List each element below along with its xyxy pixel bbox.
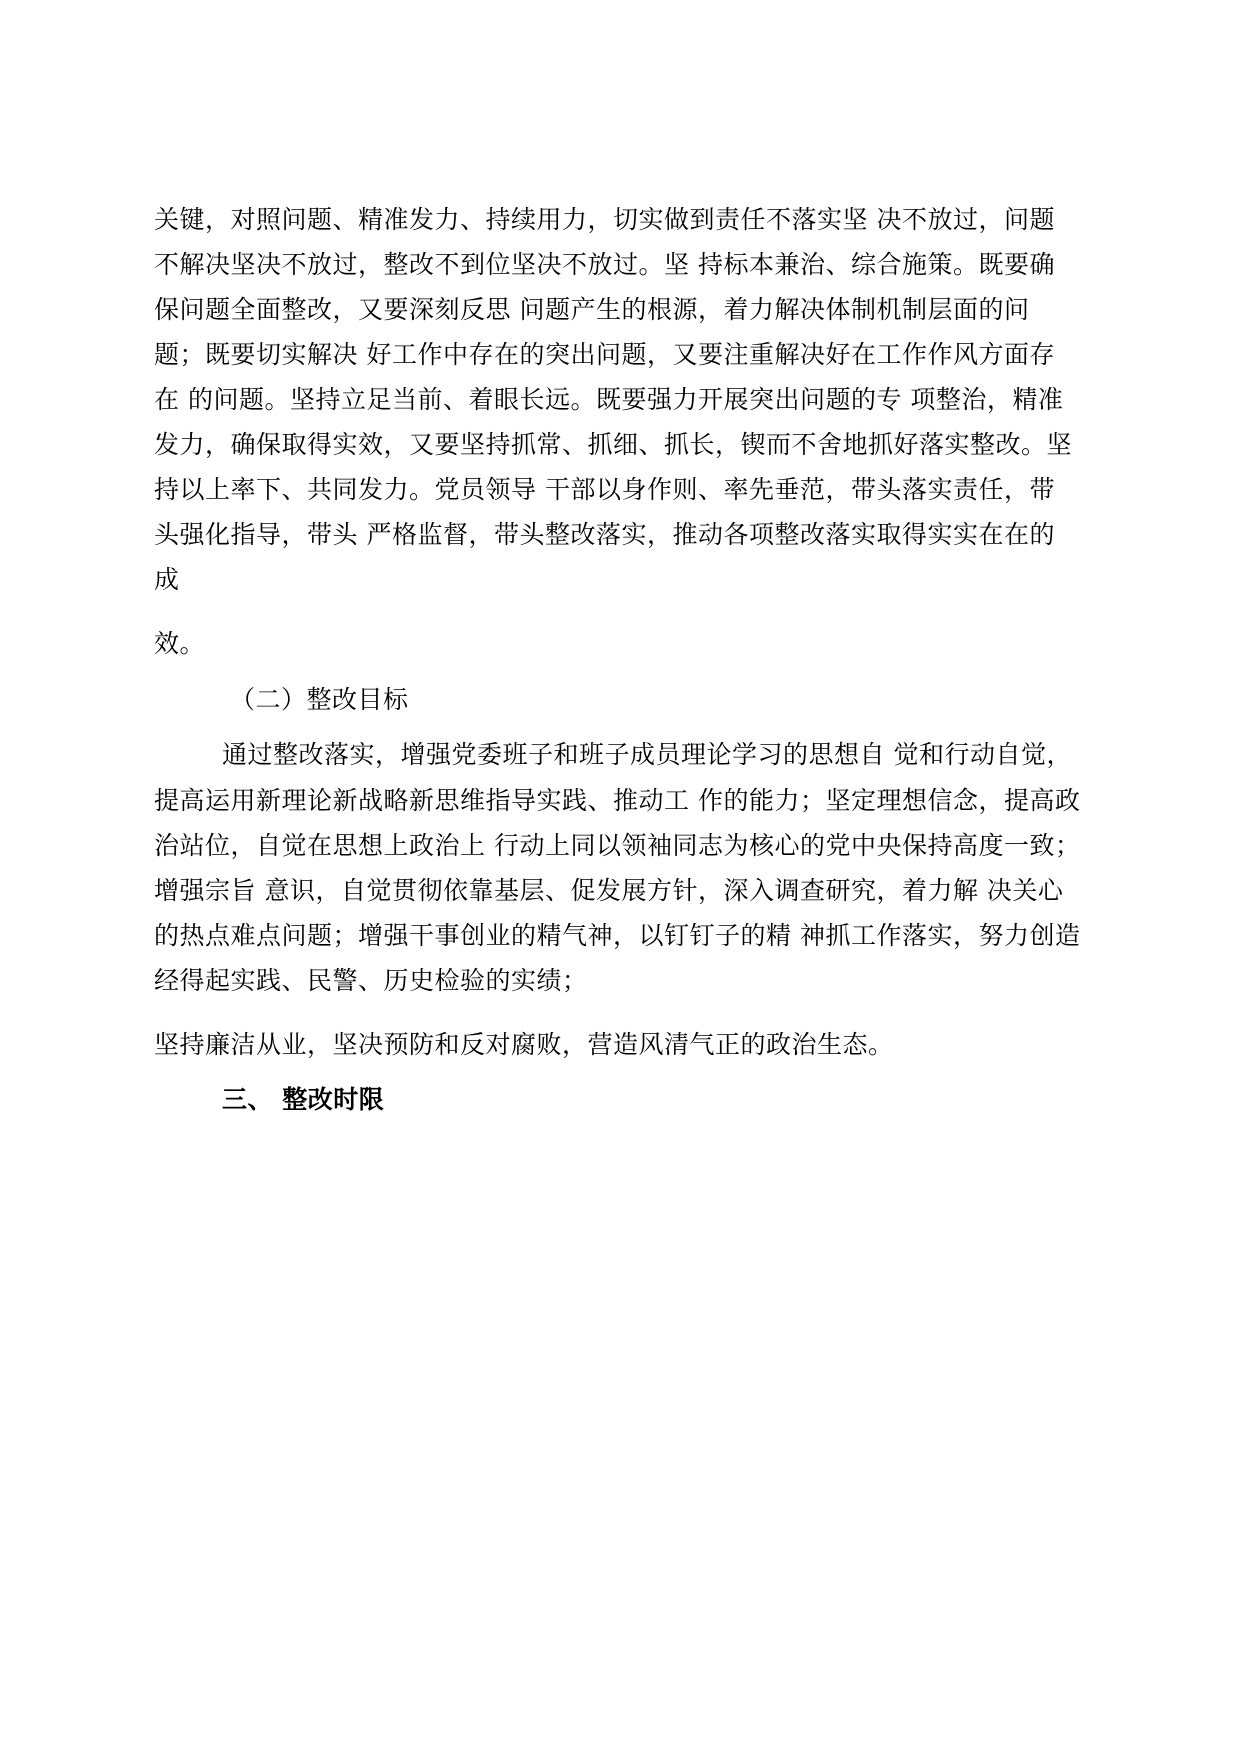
paragraph-line: 经得起实践、民警、历史检验的实绩；	[154, 966, 588, 995]
paragraph-line: 成	[154, 565, 180, 594]
paragraph-line: 在 的问题。坚持立足当前、着眼长远。既要强力开展突出问题的专 项整治，精准	[154, 385, 1064, 414]
paragraph-line: 头强化指导，带头 严格监督，带头整改落实，推动各项整改落实取得实实在在的	[154, 520, 1055, 549]
paragraph-line: 关键，对照问题、精准发力、持续用力，切实做到责任不落实坚 决不放过，问题	[154, 205, 1055, 234]
paragraph-line: 坚持廉洁从业，坚决预防和反对腐败，营造风清气正的政治生态。	[154, 1030, 894, 1059]
section-heading: 三、 整改时限	[222, 1085, 385, 1114]
paragraph-line: 的热点难点问题；增强干事创业的精气神，以钉钉子的精 神抓工作落实，努力创造	[154, 921, 1081, 950]
paragraph-line: 发力，确保取得实效，又要坚持抓常、抓细、抓长，锲而不舍地抓好落实整改。坚	[154, 430, 1073, 459]
paragraph-line: 不解决坚决不放过，整改不到位坚决不放过。坚 持标本兼治、综合施策。既要确	[154, 250, 1055, 279]
paragraph-line: 治站位，自觉在思想上政治上 行动上同以领袖同志为核心的党中央保持高度一致；	[154, 831, 1081, 860]
paragraph-line: 持以上率下、共同发力。党员领导 干部以身作则、率先垂范，带头落实责任，带	[154, 475, 1055, 504]
paragraph-line: 增强宗旨 意识，自觉贯彻依靠基层、促发展方针，深入调查研究，着力解 决关心	[154, 876, 1064, 905]
subheading: （二）整改目标	[230, 685, 409, 714]
paragraph-line: 效。	[154, 629, 206, 658]
paragraph-line: 通过整改落实，增强党委班子和班子成员理论学习的思想自 觉和行动自觉，	[222, 740, 1072, 769]
paragraph-line: 题；既要切实解决 好工作中存在的突出问题，又要注重解决好在工作作风方面存	[154, 340, 1055, 369]
paragraph-line: 提高运用新理论新战略新思维指导实践、推动工 作的能力；坚定理想信念，提高政	[154, 786, 1081, 815]
paragraph-line: 保问题全面整改，又要深刻反思 问题产生的根源，着力解决体制机制层面的问	[154, 295, 1030, 324]
